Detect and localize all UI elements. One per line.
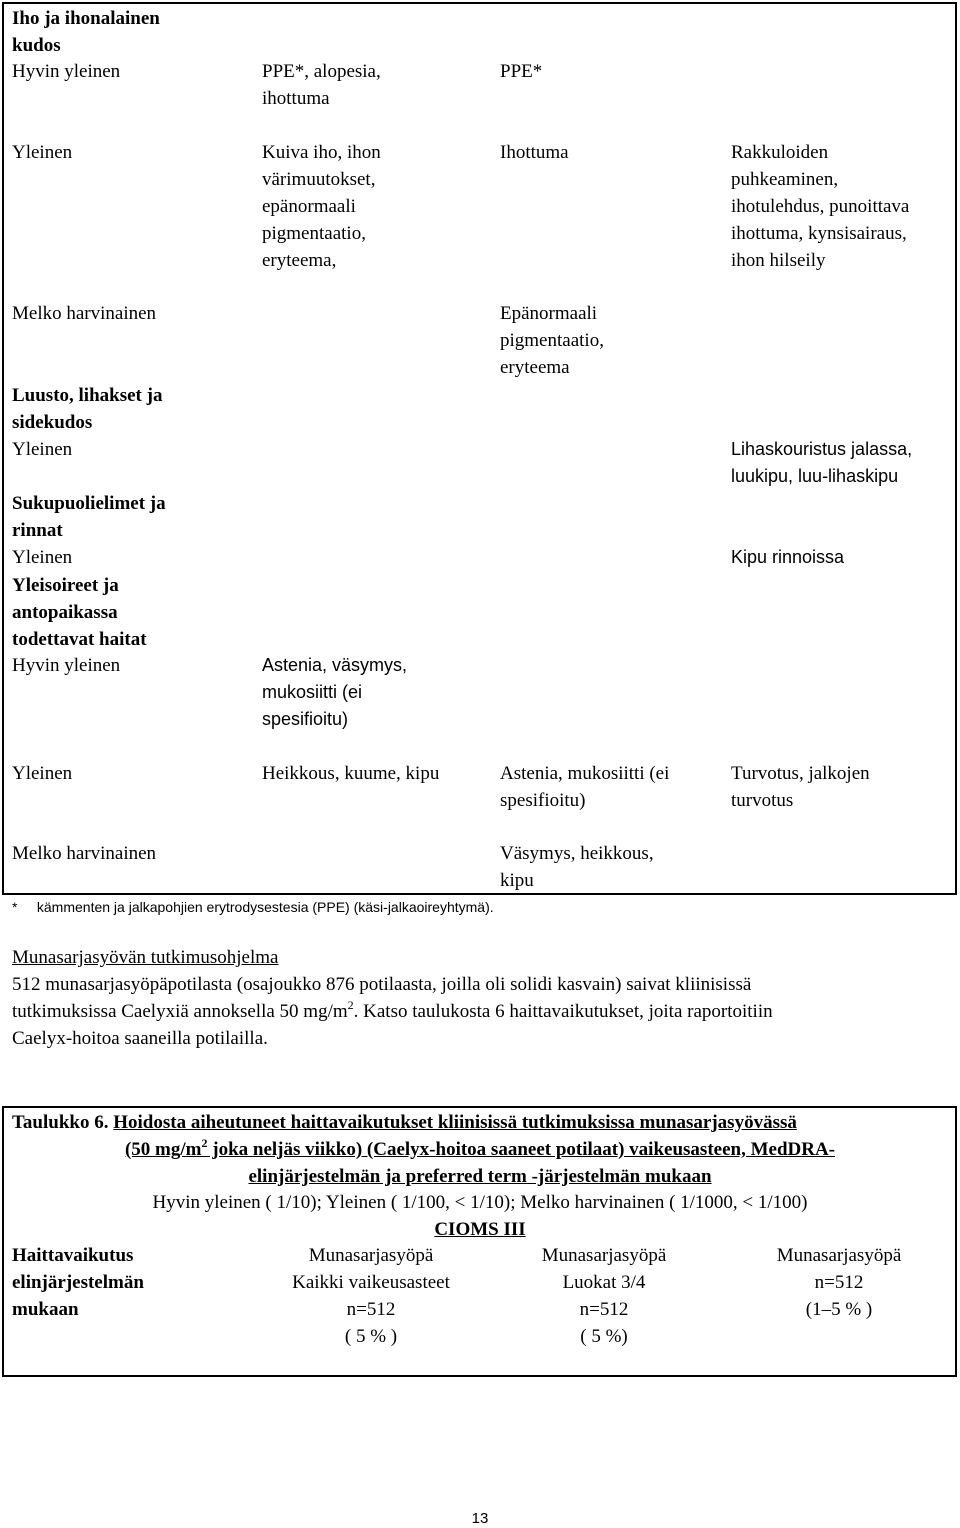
effect-cell: Turvotus, jalkojen turvotus — [731, 763, 870, 811]
effect-cell: Astenia, väsymys, mukosiitti (ei spesifioitu) — [262, 655, 408, 729]
table-caption-line-2 — [6, 1136, 954, 1163]
table-caption-title: Hoidosta aiheutuneet haittavaikutukset kliinisissä tutkimuksissa munasarjasyövässä — [113, 1112, 797, 1133]
superscript: 2 — [201, 1136, 208, 1150]
column-header-all-grades: Munasarjasyöpä Kaikki vaikeusasteet n=512 ( 5 % ) — [292, 1245, 450, 1347]
column-header-grade-3-4: Munasarjasyöpä Luokat 3/4 n=512 ( 5 %) — [541, 1245, 667, 1347]
superscript: 2 — [347, 998, 354, 1012]
table-border-bottom — [2, 893, 957, 895]
effect-cell: Väsymys, heikkous, kipu — [500, 843, 654, 891]
organ-class-reproductive: Sukupuolielimet ja rinnat — [12, 493, 166, 541]
table-border-left — [2, 1106, 4, 1377]
table-caption-line-3: elinjärjestelmän ja preferred term -järjestelmän mukaan — [248, 1166, 712, 1187]
frequency-label: Yleinen — [12, 142, 73, 163]
frequency-label: Yleinen — [12, 763, 73, 784]
table-footnote: * kämmenten ja jalkapohjien erytrodysestesia (PPE) (käsi-jalkaoireyhtymä). — [12, 899, 494, 915]
table-border-bottom — [2, 1375, 957, 1377]
table-border-top — [2, 1106, 957, 1108]
section-paragraph — [12, 971, 942, 1052]
frequency-label: Melko harvinainen — [12, 303, 157, 324]
frequency-definitions: Hyvin yleinen ( 1/10); Yleinen ( 1/100, < 1/10); Melko harvinainen ( 1/1000, < 1/100) — [152, 1192, 808, 1213]
table-border-right — [955, 1106, 957, 1377]
organ-class-general: Yleisoireet ja antopaikassa todettavat haitat — [12, 575, 147, 650]
frequency-label: Melko harvinainen — [12, 843, 157, 864]
effect-cell: Kipu rinnoissa — [731, 547, 845, 567]
page-number: 13 — [471, 1510, 489, 1527]
paragraph-text: . Katso taulukosta 6 haittavaikutukset, joita raportoitiin Caelyx-hoitoa saaneilla potilailla. — [12, 1001, 773, 1049]
section-heading: Munasarjasyövän tutkimusohjelma — [12, 947, 279, 968]
column-header-organ-class: Haittavaikutus elinjärjestelmän mukaan — [12, 1245, 144, 1320]
caption-text: (50 mg/m — [124, 1139, 202, 1160]
effect-cell: Ihottuma — [500, 142, 569, 163]
cioms-label: CIOMS III — [434, 1219, 526, 1240]
effect-cell: PPE*, alopesia, ihottuma — [262, 61, 381, 109]
organ-class-skin: Iho ja ihonalainen kudos — [12, 8, 160, 56]
frequency-label: Hyvin yleinen — [12, 61, 121, 82]
frequency-label: Yleinen — [12, 439, 73, 460]
effect-cell: PPE* — [500, 61, 543, 82]
caption-text: joka neljäs viikko) (Caelyx-hoitoa saaneet potilaat) vaikeusasteen, MedDRA- — [207, 1139, 836, 1160]
table-border-left — [2, 2, 4, 895]
frequency-label: Yleinen — [12, 547, 73, 568]
table-caption-label: Taulukko 6. — [12, 1112, 109, 1133]
column-header-1-5-percent: Munasarjasyöpä n=512 (1–5 % ) — [776, 1245, 902, 1320]
table-caption-line-1 — [12, 1109, 952, 1136]
paragraph-text: 512 munasarjasyöpäpotilasta (osajoukko 876 potilaasta, joilla oli solidi kasvain) saivat kliinisissä tutkimuksissa Caelyxiä annoksella 50 mg/m — [12, 974, 752, 1022]
effect-cell: Epänormaali pigmentaatio, eryteema — [500, 303, 604, 378]
frequency-label: Hyvin yleinen — [12, 655, 121, 676]
effect-cell: Heikkous, kuume, kipu — [262, 763, 440, 784]
table-border-right — [955, 2, 957, 895]
table-border-top — [2, 2, 957, 4]
effect-cell: Astenia, mukosiitti (ei spesifioitu) — [500, 763, 670, 811]
organ-class-musculoskeletal: Luusto, lihakset ja sidekudos — [12, 385, 163, 433]
effect-cell: Kuiva iho, ihon värimuutokset, epänormaali pigmentaatio, eryteema, — [262, 142, 381, 271]
effect-cell: Lihaskouristus jalassa, luukipu, luu-lihaskipu — [731, 439, 913, 486]
effect-cell: Rakkuloiden puhkeaminen, ihotulehdus, punoittava ihottuma, kynsisairaus, ihon hilseily — [731, 142, 910, 271]
